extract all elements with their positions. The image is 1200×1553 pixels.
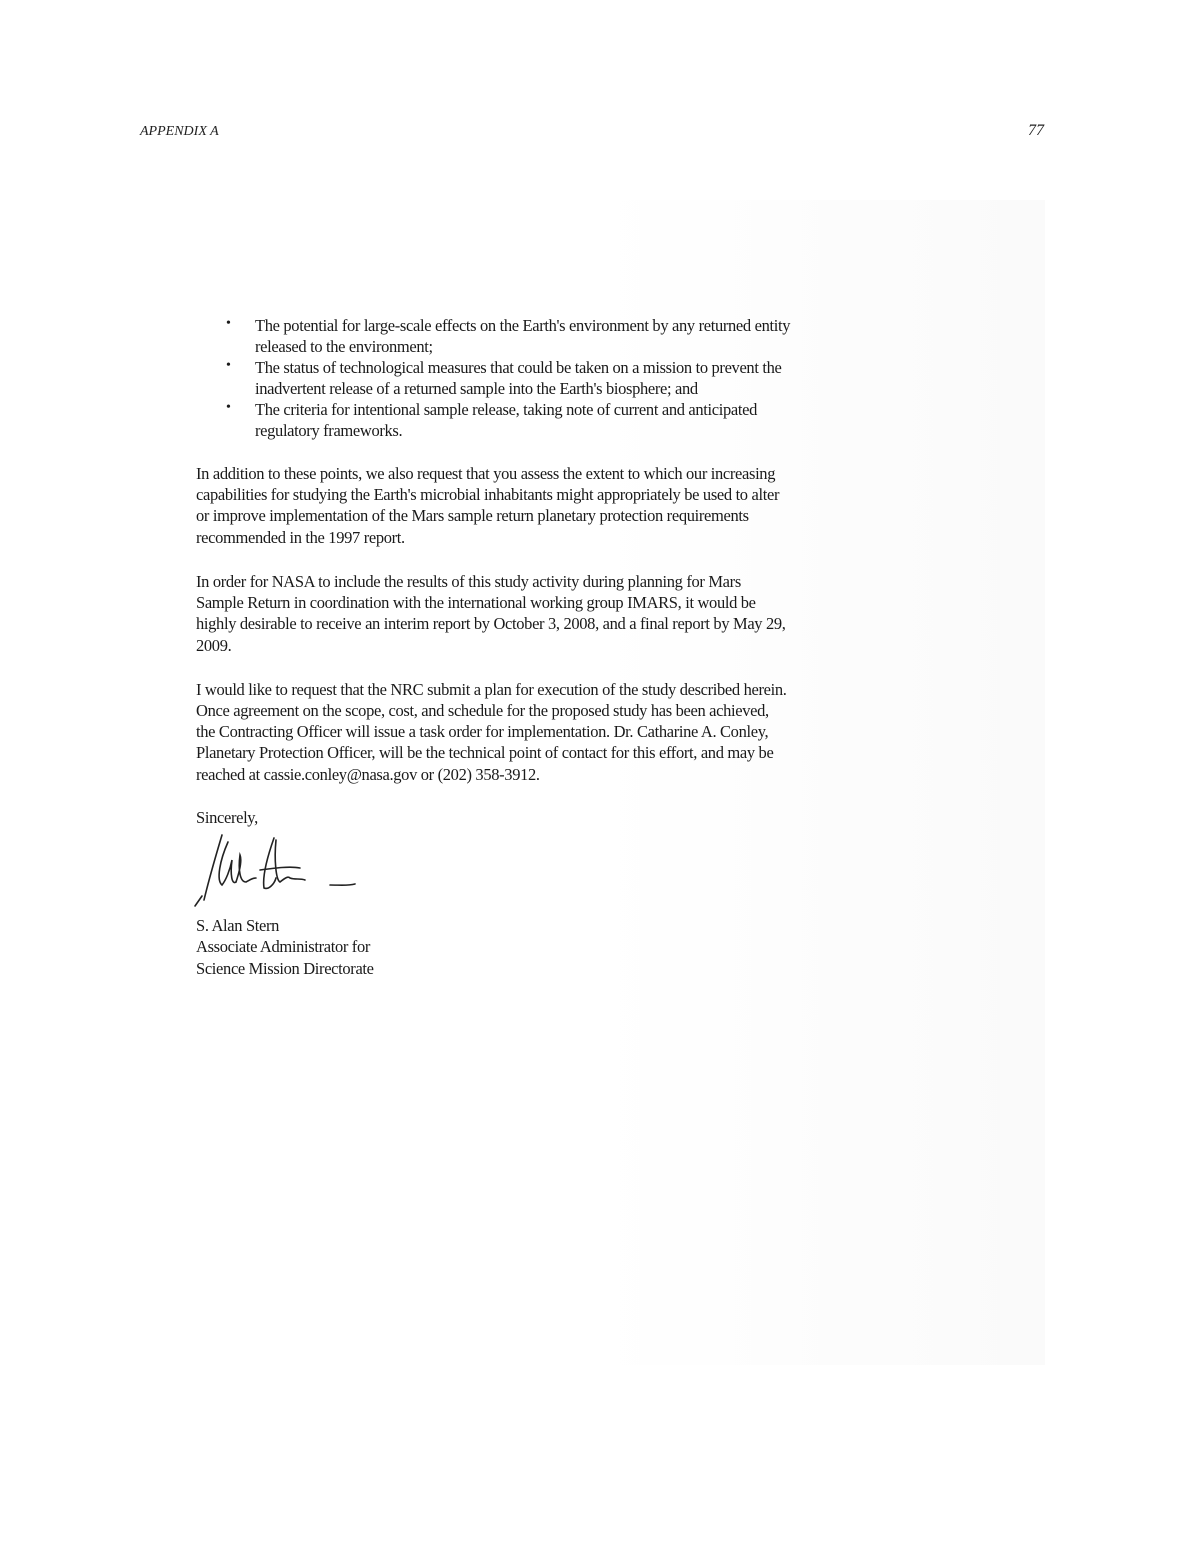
- bullet-icon: •: [226, 400, 231, 415]
- signer-title-line-1: Associate Administrator for: [196, 937, 371, 956]
- bullet-icon: •: [226, 358, 231, 373]
- handwritten-signature: [190, 830, 370, 910]
- paragraph-line: or improve implementation of the Mars sample return planetary protection requirements: [196, 506, 749, 525]
- bullet-1-line-1: The potential for large-scale effects on the Earth's environment by any returned entity: [255, 316, 791, 335]
- paragraph-line: Planetary Protection Officer, will be the technical point of contact for this effort, and may be: [196, 743, 774, 762]
- paragraph-line: the Contracting Officer will issue a task order for implementation. Dr. Catharine A. Conley,: [196, 722, 769, 741]
- paragraph-line: 2009.: [196, 636, 232, 655]
- bullet-2-line-1: The status of technological measures that could be taken on a mission to prevent the: [255, 358, 782, 377]
- paragraph-line: I would like to request that the NRC submit a plan for execution of the study described herein.: [196, 680, 787, 699]
- bullet-2-line-2: inadvertent release of a returned sample into the Earth's biosphere; and: [255, 379, 698, 398]
- signer-title-line-2: Science Mission Directorate: [196, 959, 374, 978]
- paragraph-line: In order for NASA to include the results of this study activity during planning for Mars: [196, 572, 741, 591]
- paragraph-line: In addition to these points, we also request that you assess the extent to which our increasing: [196, 464, 776, 483]
- bullet-3-line-1: The criteria for intentional sample release, taking note of current and anticipated: [255, 400, 758, 419]
- paragraph-line: Once agreement on the scope, cost, and schedule for the proposed study has been achieved,: [196, 701, 769, 720]
- running-header: APPENDIX A: [140, 124, 219, 139]
- bullet-icon: •: [226, 316, 231, 331]
- page-number: 77: [1028, 122, 1044, 139]
- closing: Sincerely,: [196, 808, 258, 827]
- signer-name: S. Alan Stern: [196, 916, 280, 935]
- paragraph-line: reached at cassie.conley@nasa.gov or (202) 358-3912.: [196, 765, 540, 784]
- paragraph-line: recommended in the 1997 report.: [196, 528, 405, 547]
- bullet-1-line-2: released to the environment;: [255, 337, 433, 356]
- paragraph-line: capabilities for studying the Earth's microbial inhabitants might appropriately be used to alter: [196, 485, 780, 504]
- paragraph-line: Sample Return in coordination with the international working group IMARS, it would be: [196, 593, 756, 612]
- bullet-3-line-2: regulatory frameworks.: [255, 421, 403, 440]
- paragraph-line: highly desirable to receive an interim report by October 3, 2008, and a final report by May 29,: [196, 614, 786, 633]
